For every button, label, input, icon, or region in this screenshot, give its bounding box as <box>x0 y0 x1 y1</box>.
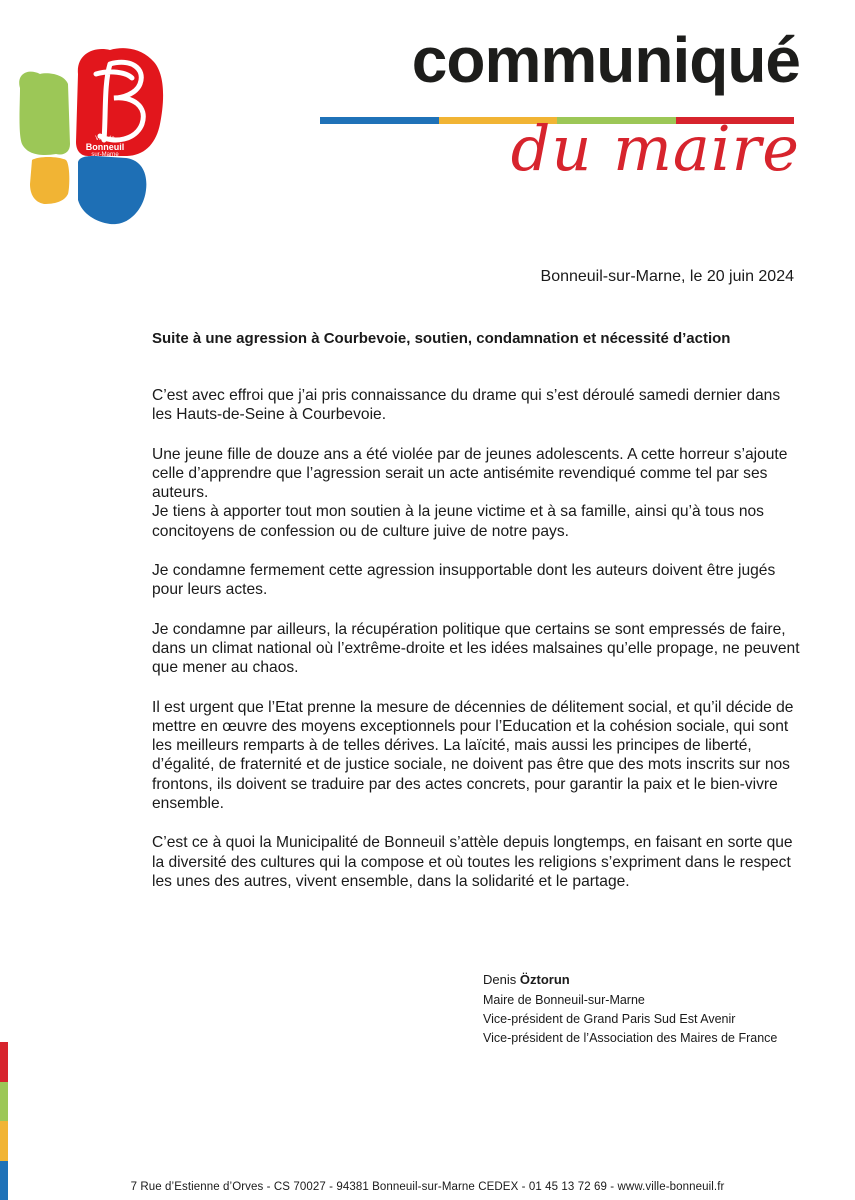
signature-last-name: Öztorun <box>519 972 570 987</box>
signature-first-name: Denis <box>483 972 517 987</box>
city-logo <box>14 44 174 229</box>
header-title: communiqué <box>411 24 800 96</box>
logo-green-leaf <box>19 72 70 155</box>
logo-text-line2: Bonneuil <box>85 142 125 152</box>
body-paragraph-1: C’est avec effroi que j’ai pris connaissance du drame qui s’est déroulé samedi dernier dans les Hauts-de-Seine à Courbevoie. <box>152 387 781 424</box>
header-subtitle: du maire <box>510 112 800 185</box>
logo-text-line1: Ville de <box>95 136 115 142</box>
side-bar-green <box>0 1082 8 1122</box>
signature-name <box>483 970 823 989</box>
signature-title-1: Maire de Bonneuil-sur-Marne <box>483 993 645 1007</box>
body-paragraph-2: Une jeune fille de douze ans a été violée par de jeunes adolescents. A cette horreur s’ajoute celle d’apprendre que l’agression serait un acte antisémite revendiqué comme tel par ses auteurs. <box>152 445 788 502</box>
logo-text <box>80 136 130 159</box>
logo-yellow-leaf <box>30 157 69 204</box>
letter-date: Bonneuil-sur-Marne, le 20 juin 2024 <box>540 268 794 285</box>
signature-title-3: Vice-président de l’Association des Maires de France <box>483 1031 778 1045</box>
body-paragraph-4: Je condamne fermement cette agression insupportable dont les auteurs doivent être jugés pour leurs actes. <box>152 562 776 599</box>
body-paragraph-3: Je tiens à apporter tout mon soutien à la jeune victime et à sa famille, ainsi qu’à tous nos concitoyens de confession ou de culture juive de notre pays. <box>152 503 764 540</box>
body-paragraph-5: Je condamne par ailleurs, la récupération politique que certains se sont empressés de faire, dans un climat national où l’extrême-droite et les idées malsaines qu’elle propage, ne peuvent que mener au chaos. <box>152 620 800 677</box>
signature-block <box>483 970 823 1048</box>
color-bar-blue <box>320 117 439 124</box>
signature-title-2: Vice-président de Grand Paris Sud Est Avenir <box>483 1012 736 1026</box>
logo-text-line3: sur-Marne <box>91 152 119 158</box>
letter-body <box>152 386 802 911</box>
side-bar-yellow <box>0 1121 8 1161</box>
footer-address: 7 Rue d’Estienne d’Orves - CS 70027 - 94381 Bonneuil-sur-Marne CEDEX - 01 45 13 72 69 - www.ville-bonneuil.fr <box>130 1181 725 1193</box>
side-bar-red <box>0 1042 8 1082</box>
side-color-bars <box>0 1042 8 1200</box>
body-paragraph-7: C’est ce à quoi la Municipalité de Bonneuil s’attèle depuis longtemps, en faisant en sorte que la diversité des cultures qui la compose et où toutes les religions s’expriment dans le respect les unes des autres, vivent ensemble, dans la solidarité et le partage. <box>152 834 793 890</box>
letter-subject: Suite à une agression à Courbevoie, soutien, condamnation et nécessité d’action <box>152 330 731 347</box>
body-paragraph-6: Il est urgent que l’Etat prenne la mesure de décennies de délitement social, et qu’il décide de mettre en œuvre des moyens exceptionnels pour l’Education et la cohésion sociale, qui sont les meilleurs remparts à de telles dérives. La laïcité, mais aussi les principes de liberté, d’égalité, de fraternité et de justice sociale, ne doivent pas être que des mots inscrits sur nos frontons, ils doivent se traduire par des actes concrets, pour garantir la paix et le bien-vivre ensemble. <box>152 698 794 813</box>
logo-blue-leaf <box>78 156 146 224</box>
